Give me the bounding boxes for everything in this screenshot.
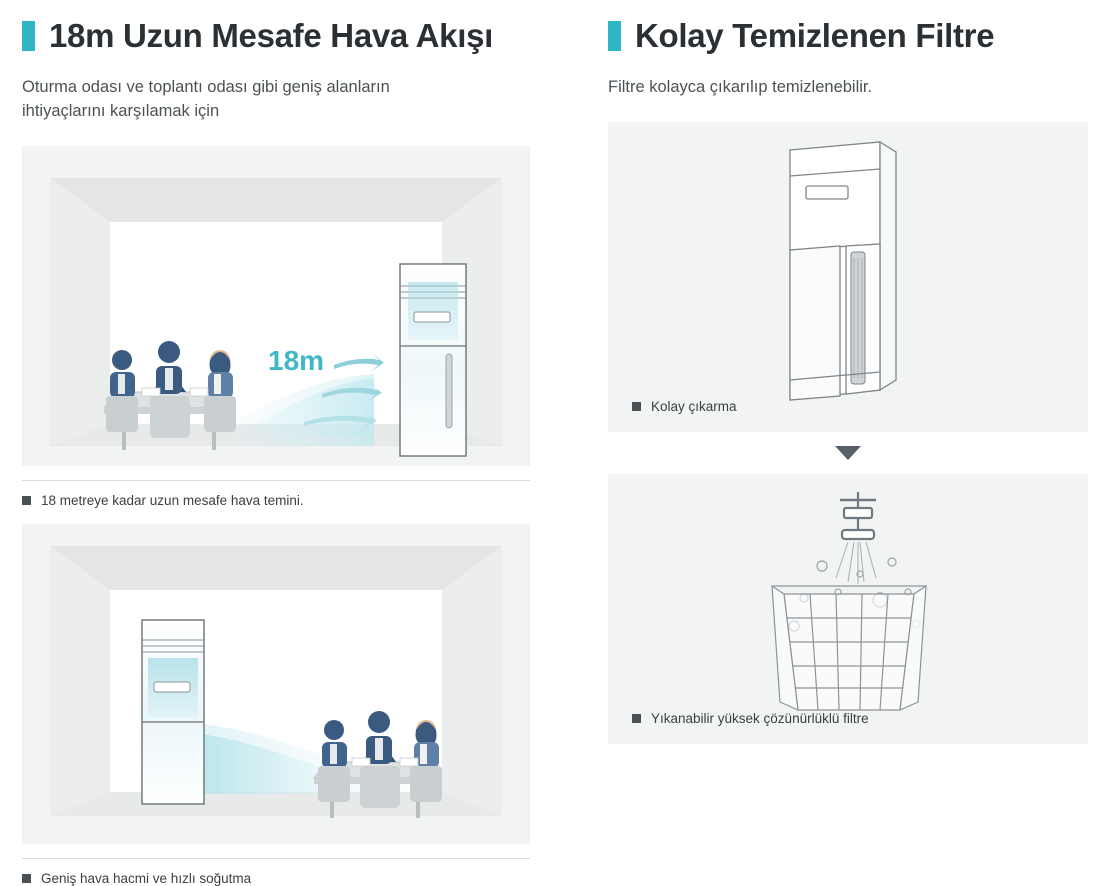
- bullet-square-icon: [632, 714, 641, 723]
- left-heading-title: 18m Uzun Mesafe Hava Akışı: [49, 17, 494, 54]
- caption-text: 18 metreye kadar uzun mesafe hava temini.: [41, 493, 304, 509]
- left-heading: [22, 18, 562, 54]
- accent-bar-icon: [608, 21, 621, 51]
- left-subtitle: Oturma odası ve toplantı odası gibi geniş alanların ihtiyaçlarını karşılamak için: [22, 78, 390, 121]
- chair-center-2: [360, 766, 400, 808]
- chair-center: [150, 396, 190, 438]
- faucet-icon: [840, 492, 876, 539]
- caption-easy-removal: [632, 399, 737, 414]
- bullet-square-icon: [22, 874, 31, 883]
- room-airflow-illustration: [22, 146, 530, 466]
- caption-text: Kolay çıkarma: [651, 399, 737, 415]
- figure-washable-filter: [608, 474, 1088, 744]
- caption-text: Geniş hava hacmi ve hızlı soğutma: [41, 871, 252, 886]
- filter-washing-illustration: [608, 474, 1088, 744]
- right-heading: [608, 18, 1088, 54]
- down-arrow-icon: [835, 446, 861, 460]
- figure-large-air-volume: [22, 524, 530, 844]
- figure-easy-removal: [608, 122, 1088, 432]
- caption-long-distance: [22, 493, 562, 508]
- left-divider-1: [22, 480, 530, 481]
- figure-long-distance-airflow: [22, 146, 530, 466]
- floor-standing-ac-unit: [400, 264, 466, 456]
- accent-bar-icon: [22, 21, 35, 51]
- caption-large-air-volume: [22, 871, 562, 886]
- bullet-square-icon: [22, 496, 31, 505]
- caption-washable-filter: [632, 711, 869, 726]
- ac-unit-line-drawing: [608, 122, 1088, 432]
- floor-standing-ac-unit-2: [142, 620, 204, 804]
- bullet-square-icon: [632, 402, 641, 411]
- left-column: [22, 0, 562, 886]
- distance-label: 18m: [268, 345, 325, 377]
- right-column: [608, 0, 1088, 744]
- filter-mesh: [772, 586, 926, 710]
- caption-text: Yıkanabilir yüksek çözünürlüklü filtre: [651, 711, 869, 727]
- right-subtitle: Filtre kolayca çıkarılıp temizlenebilir.: [608, 78, 873, 97]
- room-airflow-illustration-2: [22, 524, 530, 844]
- left-divider-2: [22, 858, 530, 859]
- right-heading-title: Kolay Temizlenen Filtre: [635, 17, 995, 54]
